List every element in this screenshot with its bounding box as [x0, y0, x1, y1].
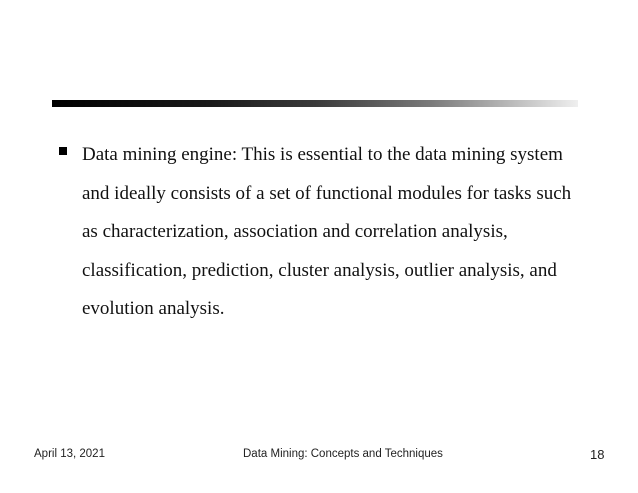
- slide-content: [56, 136, 586, 329]
- bullet-item: [56, 136, 586, 329]
- square-bullet-icon: [59, 147, 67, 155]
- footer-title: Data Mining: Concepts and Techniques: [243, 448, 443, 460]
- title-divider-rule: [52, 100, 578, 107]
- bullet-text: Data mining engine: This is essential to the data mining system and ideally consists of a set of functional modules for tasks such as characterization, association and correlation analysis, classification, prediction, cluster analysis, outlier analysis, and evolution analysis.: [82, 144, 572, 319]
- footer-date: April 13, 2021: [34, 448, 105, 460]
- page-number: 18: [590, 447, 605, 462]
